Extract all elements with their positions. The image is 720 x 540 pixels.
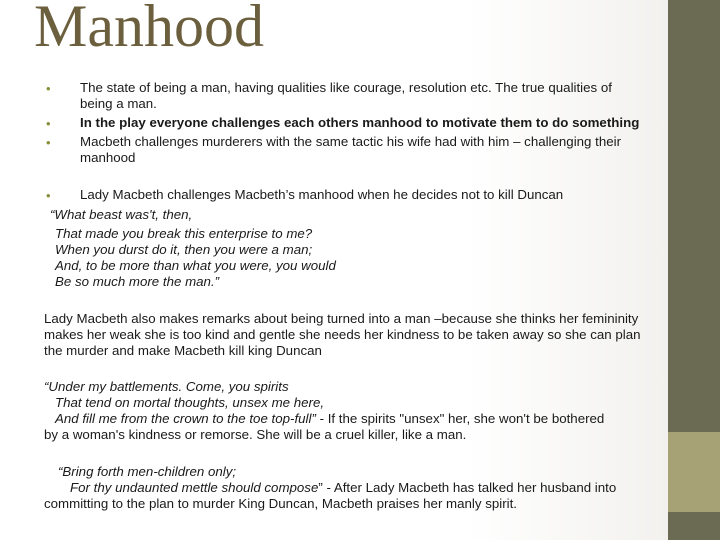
bullet-marker: • [46, 188, 51, 203]
quote-1-line-5: Be so much more the man.” [55, 274, 220, 289]
quote-2-line-4: by a woman's kindness or remorse. She will be a cruel killer, like a man. [44, 427, 467, 442]
bullet-3-line-1: Macbeth challenges murderers with the same tactic his wife had with him – challenging their [80, 134, 622, 149]
paragraph-1-line-2: makes her weak she is too kind and gentle she needs her kindness to be taken away so she can plan [44, 327, 641, 342]
slide-title: Manhood [34, 0, 264, 59]
quote-1-line-3: When you durst do it, then you were a man; [55, 242, 313, 257]
bullet-marker: • [46, 81, 51, 96]
quote-2-line-3-note: - If the spirits "unsex" her, she won't be bothered [315, 411, 605, 426]
quote-3-line-2 [70, 479, 616, 496]
quote-3-line-3: committing to the plan to murder King Duncan, Macbeth praises her manly spirit. [44, 496, 517, 511]
quote-2-line-3 [55, 410, 604, 427]
bullet-marker: • [46, 135, 51, 150]
bullet-3-line-2: manhood [80, 150, 136, 165]
quote-3-line-2-note: ” - After Lady Macbeth has talked her husband into [318, 480, 617, 495]
quote-2-line-2: That tend on mortal thoughts, unsex me here, [55, 395, 325, 410]
quote-1-line-4: And, to be more than what you were, you would [55, 258, 336, 273]
paragraph-1-line-3: the murder and make Macbeth kill king Duncan [44, 343, 322, 358]
quote-1-line-1: “What beast was't, then, [50, 207, 193, 222]
paragraph-1-line-1: Lady Macbeth also makes remarks about being turned into a man –because she thinks her femininity [44, 311, 639, 326]
bullet-marker: • [46, 116, 51, 131]
quote-2-line-1: “Under my battlements. Come, you spirits [44, 379, 289, 394]
quote-3-line-1: “Bring forth men-children only; [58, 464, 237, 479]
quote-2-line-3-quote: And fill me from the crown to the toe top-full” [55, 411, 316, 426]
bullet-2-line-1: In the play everyone challenges each others manhood to motivate them to do something [80, 115, 640, 130]
bullet-1-line-2: being a man. [80, 96, 157, 111]
quote-1-line-2: That made you break this enterprise to me? [55, 226, 313, 241]
bullet-1-line-1: The state of being a man, having qualities like courage, resolution etc. The true qualities of [80, 80, 612, 95]
quote-3-line-2-quote: For thy undaunted mettle should compose [70, 480, 319, 495]
bullet-4-line-1: Lady Macbeth challenges Macbeth’s manhood when he decides not to kill Duncan [80, 187, 564, 202]
